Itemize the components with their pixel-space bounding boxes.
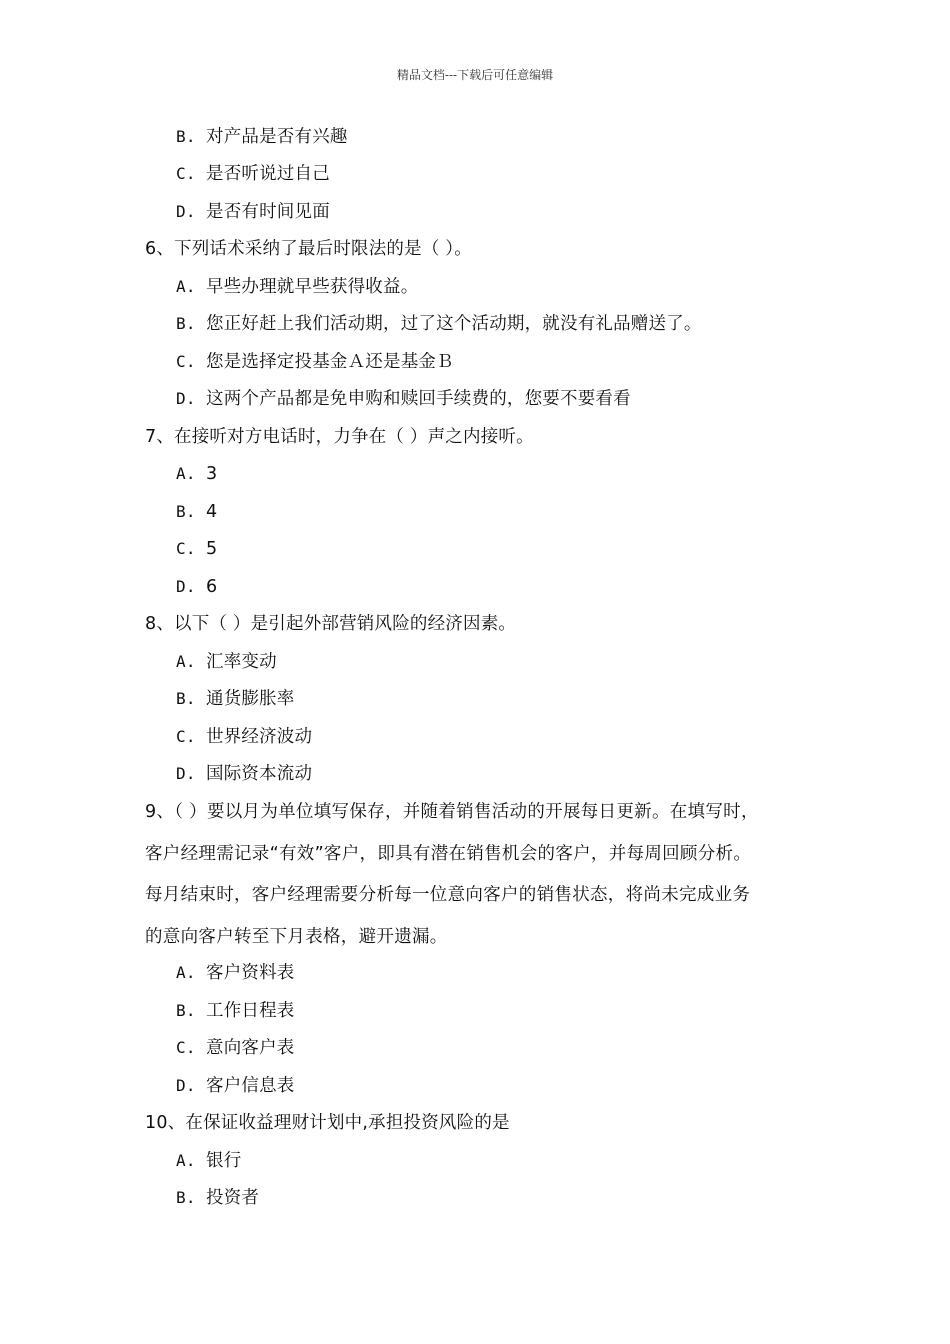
q7-option-b <box>176 500 217 524</box>
q5-option-d <box>176 200 330 224</box>
option-letter: B. <box>176 502 196 521</box>
option-letter: D. <box>176 1076 196 1095</box>
q9-stem-line: 的意向客户转至下月表格，避开遗漏。 <box>145 926 448 947</box>
option-text: 通货膨胀率 <box>206 689 295 709</box>
option-text: 是否有时间见面 <box>206 202 330 222</box>
q8-option-a <box>176 650 277 674</box>
option-letter: A. <box>176 277 196 296</box>
option-letter: B. <box>176 1001 196 1020</box>
option-text: 汇率变动 <box>206 652 277 672</box>
q9-stem <box>145 800 825 966</box>
option-text: 工作日程表 <box>206 1001 295 1021</box>
option-text: 是否听说过自己 <box>206 164 330 184</box>
option-letter: C. <box>176 352 196 371</box>
q5-option-c <box>176 162 330 186</box>
q9-stem-line: 9、（ ）要以月为单位填写保存，并随着销售活动的开展每日更新。在填写时， <box>145 802 759 822</box>
option-letter: D. <box>176 202 196 221</box>
page-header: 精品文档---下载后可任意编辑 <box>396 68 554 82</box>
q6-option-c <box>176 350 454 374</box>
option-text: 这两个产品都是免申购和赎回手续费的，您要不要看看 <box>206 389 631 409</box>
q7-stem: 7、在接听对方电话时，力争在（ ）声之内接听。 <box>145 427 534 447</box>
q9-option-a <box>176 961 295 985</box>
q9-option-c <box>176 1036 295 1060</box>
option-text: 5 <box>206 539 218 559</box>
q6-stem: 6、下列话术采纳了最后时限法的是（ ）。 <box>145 239 472 259</box>
option-letter: C. <box>176 1038 196 1057</box>
option-text: 3 <box>206 464 218 484</box>
q7-option-a <box>176 462 217 486</box>
q9-stem-line: 每月结束时，客户经理需要分析每一位意向客户的销售状态，将尚未完成业务 <box>145 885 751 905</box>
option-letter: C. <box>176 727 196 746</box>
option-text: 客户资料表 <box>206 963 295 983</box>
q7-option-c <box>176 537 217 561</box>
option-letter: D. <box>176 389 196 408</box>
q10-stem: 10、在保证收益理财计划中,承担投资风险的是 <box>145 1113 510 1133</box>
option-text: 银行 <box>206 1151 242 1171</box>
q5-option-b <box>176 125 348 149</box>
q10-option-a <box>176 1149 241 1173</box>
option-letter: C. <box>176 539 196 558</box>
q6-option-a <box>176 275 418 299</box>
q8-option-d <box>176 762 312 786</box>
option-text: 对产品是否有兴趣 <box>206 127 348 147</box>
option-letter: B. <box>176 314 196 333</box>
option-letter: B. <box>176 127 196 146</box>
option-text: 国际资本流动 <box>206 764 313 784</box>
option-text: 世界经济波动 <box>206 727 313 747</box>
option-text: 早些办理就早些获得收益。 <box>206 277 419 297</box>
option-text: 4 <box>206 502 218 522</box>
option-letter: A. <box>176 652 196 671</box>
q9-option-d <box>176 1074 295 1098</box>
option-letter: C. <box>176 164 196 183</box>
option-text: 客户信息表 <box>206 1076 295 1096</box>
option-letter: D. <box>176 577 196 596</box>
option-text: 意向客户表 <box>206 1038 295 1058</box>
option-text: 投资者 <box>206 1188 260 1208</box>
option-letter: B. <box>176 689 196 708</box>
option-text: 您正好赶上我们活动期，过了这个活动期，就没有礼品赠送了。 <box>206 314 702 334</box>
option-letter: A. <box>176 464 196 483</box>
q10-option-b <box>176 1186 259 1210</box>
option-letter: A. <box>176 963 196 982</box>
q8-stem: 8、以下（ ）是引起外部营销风险的经济因素。 <box>145 614 517 634</box>
option-text: 6 <box>206 577 218 597</box>
q7-option-d <box>176 575 217 599</box>
q6-option-d <box>176 387 631 411</box>
q8-option-c <box>176 725 312 749</box>
option-letter: D. <box>176 764 196 783</box>
option-letter: B. <box>176 1188 196 1207</box>
q6-option-b <box>176 312 702 336</box>
q8-option-b <box>176 687 295 711</box>
q9-stem-line: 客户经理需记录“有效”客户，即具有潜在销售机会的客户，并每周回顾分析。 <box>145 843 752 864</box>
q9-option-b <box>176 999 295 1023</box>
option-letter: A. <box>176 1151 196 1170</box>
option-text: 您是选择定投基金Ａ还是基金Ｂ <box>206 352 454 372</box>
